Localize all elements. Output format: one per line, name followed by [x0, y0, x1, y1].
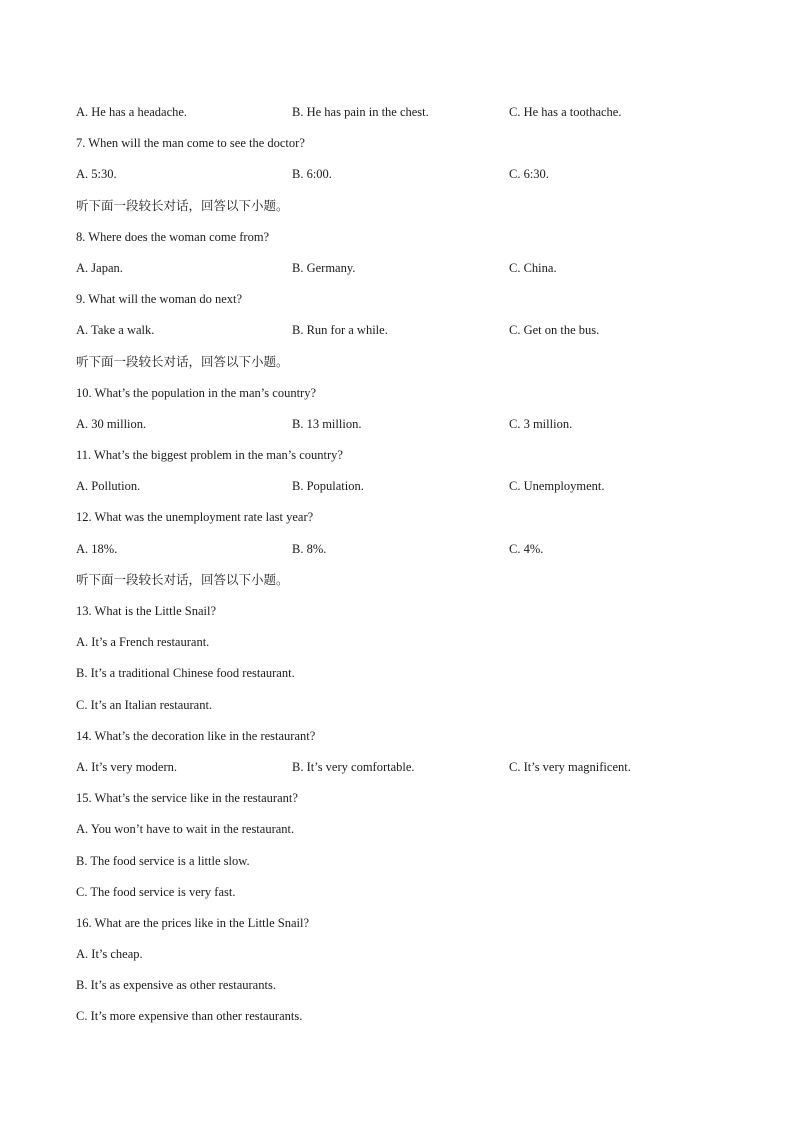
- question-14: 14. What’s the decoration like in the restaurant?: [76, 728, 316, 743]
- options-row: [76, 474, 736, 505]
- question-13: 13. What is the Little Snail?: [76, 604, 217, 618]
- section-instruction: 听下面一段较长对话，回答以下小题。: [76, 197, 289, 213]
- question-9: 9. What will the woman do next?: [76, 292, 243, 307]
- option-a: A. It’s cheap.: [76, 947, 143, 962]
- question-12: 12. What was the unemployment rate last year?: [76, 510, 314, 525]
- option-b: B. It’s very comfortable.: [292, 759, 415, 774]
- option-b: B. Run for a while.: [292, 323, 388, 338]
- options-row: [76, 412, 736, 443]
- document-page: [76, 100, 736, 1036]
- options-row: [76, 537, 736, 568]
- option-a: A. 30 million.: [76, 416, 147, 431]
- question-8: 8. Where does the woman come from?: [76, 229, 270, 244]
- option-c: C. It’s more expensive than other restaurants.: [76, 1009, 303, 1024]
- option-a: A. 18%.: [76, 541, 118, 556]
- option-c: C. Get on the bus.: [509, 323, 600, 338]
- option-a: A. 5:30.: [76, 167, 117, 182]
- option-a: A. Japan.: [76, 260, 123, 275]
- option-b: B. The food service is a little slow.: [76, 853, 250, 868]
- option-a: A. Pollution.: [76, 479, 141, 494]
- section-instruction: 听下面一段较长对话，回答以下小题。: [76, 353, 289, 369]
- option-a: A. You won’t have to wait in the restaurant.: [76, 822, 295, 837]
- question-7: 7. When will the man come to see the doctor?: [76, 136, 305, 151]
- option-a: A. It’s very modern.: [76, 759, 178, 774]
- option-b: B. 13 million.: [292, 416, 362, 431]
- option-c: C. It’s very magnificent.: [509, 759, 631, 774]
- option-b: B. He has pain in the chest.: [292, 105, 429, 119]
- option-c: C. The food service is very fast.: [76, 884, 236, 899]
- option-c: C. China.: [509, 260, 557, 275]
- options-row: [76, 100, 736, 131]
- option-b: B. It’s a traditional Chinese food restaurant.: [76, 666, 295, 681]
- question-10: 10. What’s the population in the man’s country?: [76, 385, 317, 400]
- options-row: [76, 256, 736, 287]
- option-c: C. 4%.: [509, 541, 544, 556]
- options-row: [76, 162, 736, 193]
- section-instruction: 听下面一段较长对话，回答以下小题。: [76, 571, 289, 587]
- question-15: 15. What’s the service like in the restaurant?: [76, 791, 298, 806]
- option-b: B. Population.: [292, 479, 364, 494]
- options-row: [76, 318, 736, 349]
- option-b: B. It’s as expensive as other restaurants.: [76, 978, 276, 993]
- option-c: C. He has a toothache.: [509, 105, 622, 119]
- option-c: C. 3 million.: [509, 416, 573, 431]
- option-b: B. 6:00.: [292, 167, 332, 182]
- option-c: C. 6:30.: [509, 167, 549, 182]
- option-c: C. It’s an Italian restaurant.: [76, 697, 213, 712]
- question-16: 16. What are the prices like in the Little Snail?: [76, 915, 310, 930]
- options-row: [76, 755, 736, 786]
- question-11: 11. What’s the biggest problem in the man’s country?: [76, 448, 343, 463]
- option-b: B. 8%.: [292, 541, 327, 556]
- option-a: A. He has a headache.: [76, 105, 188, 119]
- option-a: A. Take a walk.: [76, 323, 155, 338]
- option-a: A. It’s a French restaurant.: [76, 635, 210, 650]
- option-c: C. Unemployment.: [509, 479, 605, 494]
- option-b: B. Germany.: [292, 260, 356, 275]
